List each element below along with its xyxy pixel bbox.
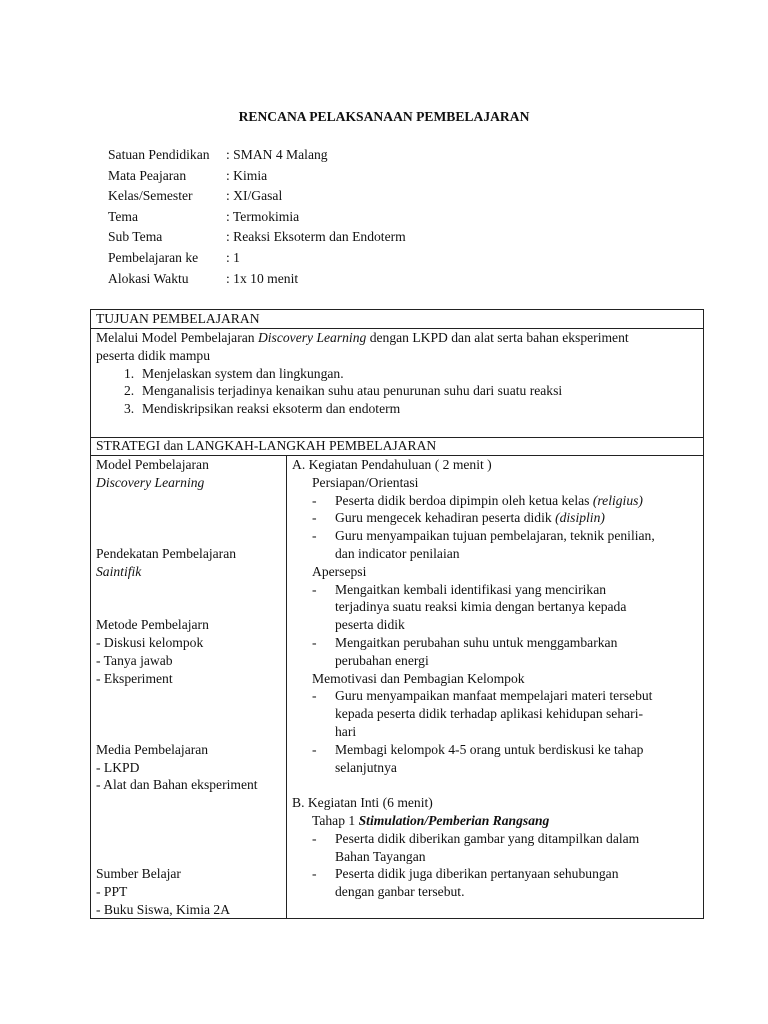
identity-key: Tema — [108, 208, 138, 224]
identity-key: Satuan Pendidikan — [108, 147, 210, 162]
list-text: Menganalisis terjadinya kenaikan suhu atau penurunan suhu dari suatu reaksi — [142, 383, 563, 399]
list-text: Guru menyampaikan tujuan pembelajaran, teknik penilian, — [335, 528, 655, 544]
list-item — [292, 634, 700, 670]
list-text: dan indicator penilaian — [335, 545, 460, 561]
sumber-item: - Buku Siswa, Kimia 2A — [96, 901, 231, 917]
dash-bullet: - — [312, 510, 317, 526]
tujuan-intro-before: Melalui Model Pembelajaran — [96, 330, 258, 345]
strategi-heading: STRATEGI dan LANGKAH-LANGKAH PEMBELAJARAN — [96, 438, 437, 453]
identity-key: Sub Tema — [108, 229, 163, 245]
list-item — [292, 687, 700, 740]
identity-key: Pembelajaran ke — [108, 249, 199, 265]
identity-value: : Kimia — [226, 167, 268, 183]
column-divider — [286, 455, 287, 918]
identity-value: : 1 — [226, 249, 240, 265]
metode-item: - Eksperiment — [96, 670, 173, 686]
list-text: peserta didik — [335, 617, 405, 633]
dash-bullet: - — [312, 866, 317, 882]
motivasi-heading: Memotivasi dan Pembagian Kelompok — [312, 670, 525, 686]
tujuan-list — [96, 365, 698, 418]
dash-bullet: - — [312, 741, 317, 757]
list-text: kepada peserta didik terhadap aplikasi kehidupan sehari- — [335, 706, 644, 722]
identity-key: Kelas/Semester — [108, 188, 193, 204]
dash-bullet: - — [312, 688, 317, 704]
strategi-left-column — [96, 456, 282, 919]
list-item — [96, 382, 698, 400]
identity-row — [108, 249, 406, 270]
list-text: Peserta didik berdoa dipimpin oleh ketua kelas — [335, 492, 593, 508]
metode-label: Metode Pembelajarn — [96, 617, 209, 633]
tujuan-body — [96, 329, 698, 418]
tahap-heading — [292, 812, 700, 830]
dash-bullet: - — [312, 581, 317, 597]
list-text: Peserta didik diberikan gambar yang ditampilkan dalam — [335, 830, 640, 846]
tujuan-intro-line2: peserta didik mampu — [96, 347, 211, 363]
pendekatan-label: Pendekatan Pembelajaran — [96, 545, 237, 561]
strategi-right-column — [292, 456, 700, 901]
apersepsi-heading: Apersepsi — [312, 563, 367, 579]
identity-row — [108, 187, 406, 208]
list-item — [292, 509, 700, 527]
list-item — [292, 492, 700, 510]
identity-row — [108, 270, 406, 291]
list-text: hari — [335, 723, 357, 739]
list-item — [292, 527, 700, 563]
identity-row — [108, 228, 406, 249]
list-item — [292, 581, 700, 634]
identity-key: Alokasi Waktu — [108, 270, 189, 286]
character-tag: (religius) — [592, 492, 643, 508]
list-text: Menjelaskan system dan lingkungan. — [142, 365, 344, 381]
tujuan-intro — [96, 329, 698, 347]
tujuan-intro-after: dengan LKPD dan alat serta bahan eksperiment — [366, 330, 629, 345]
list-text: dengan ganbar tersebut. — [335, 884, 465, 900]
identity-value: : Termokimia — [226, 208, 300, 224]
identity-row — [108, 167, 406, 188]
model-label: Model Pembelajaran — [96, 457, 209, 472]
pendekatan-value: Saintifik — [96, 563, 142, 579]
metode-item: - Diskusi kelompok — [96, 634, 204, 650]
list-number: 2. — [124, 383, 135, 399]
list-text: Guru menyampaikan manfaat mempelajari materi tersebut — [335, 688, 653, 704]
media-item: - Alat dan Bahan eksperiment — [96, 777, 258, 793]
identity-table — [108, 146, 406, 290]
list-item — [292, 830, 700, 866]
kegiatan-inti-heading: B. Kegiatan Inti (6 menit) — [292, 795, 433, 811]
media-item: - LKPD — [96, 759, 140, 775]
list-number: 1. — [124, 365, 135, 381]
tujuan-heading: TUJUAN PEMBELAJARAN — [96, 311, 260, 326]
list-text: perubahan energi — [335, 652, 429, 668]
identity-value: : Reaksi Eksoterm dan Endoterm — [226, 229, 406, 245]
tahap-title: Stimulation/Pemberian Rangsang — [358, 812, 550, 828]
sumber-item: - PPT — [96, 884, 128, 900]
list-item — [96, 400, 698, 418]
persiapan-heading: Persiapan/Orientasi — [312, 474, 419, 490]
sumber-label: Sumber Belajar — [96, 866, 181, 882]
list-item — [96, 365, 698, 383]
identity-value: : XI/Gasal — [226, 188, 283, 204]
document-title: RENCANA PELAKSANAAN PEMBELAJARAN — [238, 109, 530, 124]
list-text: Guru mengecek kehadiran peserta didik — [335, 510, 556, 526]
media-label: Media Pembelajaran — [96, 741, 209, 757]
identity-row — [108, 208, 406, 229]
model-value: Discovery Learning — [96, 474, 205, 490]
kegiatan-pendahuluan-heading: A. Kegiatan Pendahuluan ( 2 menit ) — [292, 457, 492, 472]
character-tag: (disiplin) — [555, 510, 605, 526]
identity-key: Mata Peajaran — [108, 167, 187, 183]
tujuan-intro-italic: Discovery Learning — [257, 330, 367, 345]
list-text: Mengaitkan perubahan suhu untuk menggambarkan — [335, 634, 618, 650]
list-text: terjadinya suatu reaksi kimia dengan bertanya kepada — [335, 599, 627, 615]
dash-bullet: - — [312, 492, 317, 508]
list-text: Bahan Tayangan — [335, 848, 426, 864]
list-number: 3. — [124, 401, 135, 417]
tahap-prefix: Tahap 1 — [312, 812, 359, 828]
list-text: Mengaitkan kembali identifikasi yang mencirikan — [335, 581, 607, 597]
list-text: Membagi kelompok 4-5 orang untuk berdiskusi ke tahap — [335, 741, 644, 757]
dash-bullet: - — [312, 830, 317, 846]
dash-bullet: - — [312, 528, 317, 544]
list-item — [292, 865, 700, 901]
lesson-table — [90, 309, 704, 919]
list-item — [292, 741, 700, 777]
list-text: Mendiskripsikan reaksi eksoterm dan endoterm — [142, 401, 401, 417]
identity-value: : SMAN 4 Malang — [226, 147, 328, 162]
identity-value: : 1x 10 menit — [226, 270, 299, 286]
identity-row — [108, 146, 406, 167]
metode-item: - Tanya jawab — [96, 652, 173, 668]
dash-bullet: - — [312, 634, 317, 650]
list-text: selanjutnya — [335, 759, 397, 775]
list-text: Peserta didik juga diberikan pertanyaan sehubungan — [335, 866, 619, 882]
